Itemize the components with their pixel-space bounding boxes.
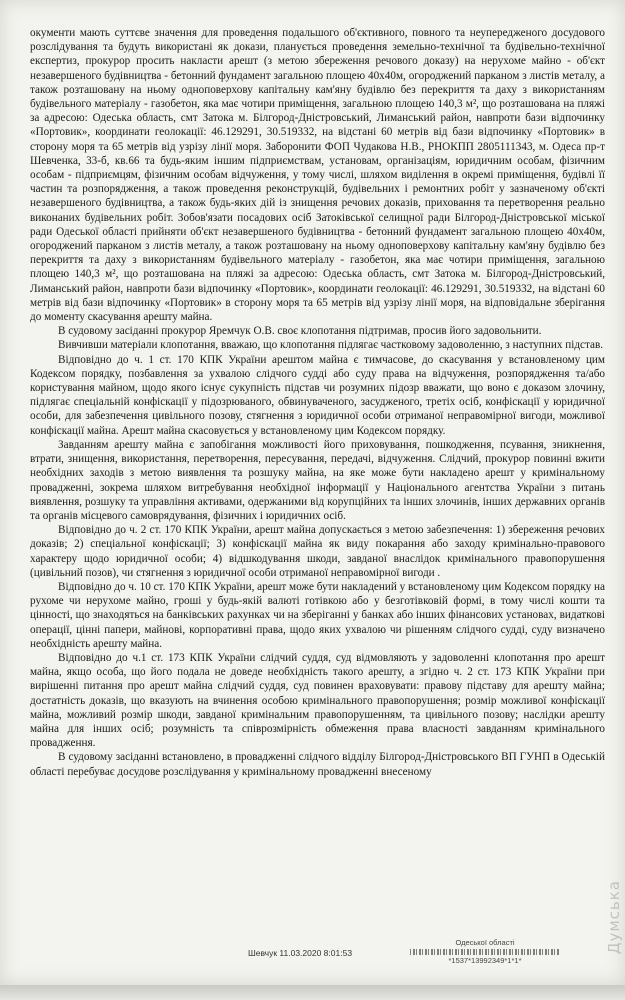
paragraph-request: окументи мають суттєве значення для проведення подальшого об'єктивного, повного та неупередженого досудового розслідування та будуть використані як докази, планується проведення земельно-технічної та будівельно-технічної експертиз, прокурор просить накласти арешт (з метою збереження речового доказу) на нерухоме майно - об'єкт незавершеного будівництва - бетонний фундамент загальною площею 40х40м, огороджений парканом з листів металу, а також розташовану на ньому одноповерхову капітальну кам'яну будівлю без перекриття та даху з використанням будівельного матеріалу - газобетон, яка має чотири приміщення, загальною площею 140,3 м², що розташована на пляжі за адресою: Одеська область, смт Затока м. Білгород-Дністровський, Лиманський район, навпроти бази відпочинку «Портовик», координати геолокації: 46.129291, 30.519332, на відстані 60 метрів від бази відпочинку «Портовик» в сторону моря та 65 метрів від узрізу лінії моря. Заборонити ФОП Чудакова Н.В., РНОКПП 2805111343, м. Одеса пр-т Шевченка, 33-б, кв.66 та будь-яким іншим підприємствам, установам, організаціям, юридичним особам, фізичним особам - підприємцям, фізичним особам відчуження, у тому числі, шляхом виділення в окремі приміщення, будівлі її частин та розпорядження, а також проведення реконструкцій, будівельних і ремонтних робіт у зазначеному об'єкті незавершеного будівництва, а також будь-яких дій із знищення речових доказів, приховання та перетворення реально виконаних будівельних робіт. Зобов'язати посадових осіб Затоківської селищної ради Білгород-Дністровської міської ради Одеської області прийняти об'єкт незавершеного будівництва - бетонний фундамент загальною площею 40х40м, огороджений парканом з листів металу, а також розташовану на ньому одноповерхову капітальну кам'яну будівлю без перекриття та даху з використанням будівельного матеріалу - газобетон, яка має чотири приміщення, загальною площею 140,3 м², що розташована на пляжі за адресою: Одеська область, смт Затока м. Білгород-Дністровський, Лиманський район, навпроти бази відпочинку «Портовик», координати геолокації: 46.129291, 30.519332, на відстані 60 метрів від бази відпочинку «Портовик» в сторону моря та 65 метрів від узрізу лінії моря, на відповідальне зберігання до моменту скасування арешту майна.: [30, 27, 605, 324]
document-body: [30, 26, 605, 779]
paragraph-art170-part10: Відповідно до ч. 10 ст. 170 КПК України, арешт може бути накладений у встановленому цим Кодексом порядку на рухоме чи нерухоме майно, гроші у будь-якій валюті готівкою або у безготівковій формі, в тому числі кошти та цінності, що знаходяться на банківських рахунках чи на зберіганні у банках або інших фінансових установах, видаткові операції, цінні папери, майнові, корпоративні права, щодо яких ухвалою чи рішенням слідчого судді, суду визначено необхідність арешту майна.: [30, 580, 605, 650]
paragraph-prosecutor: В судовому засіданні прокурор Яремчук О.В. своє клопотання підтримав, просив його задовольнити.: [58, 325, 542, 338]
paragraph-arrest-task: Завданням арешту майна є запобігання можливості його приховування, пошкодження, псування, зникнення, втрати, знищення, використання, перетворення, пересування, передачі, відчуження. Слідчий, прокурор повинні вжити необхідних заходів з метою виявлення та розшуку майна, на яке може бути накладено арешт у кримінальному провадженні, зокрема шляхом витребування необхідної інформації у Національного агентства України з питань виявлення, розшуку та управління активами, одержаними від корупційних та інших злочинів, інших державних органів та органів місцевого самоврядування, фізичних і юридичних осіб.: [30, 438, 605, 522]
stamp-region: Одеської області: [455, 938, 515, 947]
page-bottom-edge: [0, 985, 625, 1000]
site-watermark: Думська: [605, 880, 623, 955]
court-stamp: [400, 938, 570, 966]
signature-footer: Шевчук 11.03.2020 8:01:53: [248, 948, 353, 958]
paragraph-established: В судовому засіданні встановлено, в провадженні слідчого відділу Білгород-Дністровського ВП ГУНП в Одеській області перебуває досудове розслідування у кримінальному провадженні внесеному: [30, 751, 605, 778]
barcode-graphic: [410, 949, 560, 955]
paragraph-art170-part1: Відповідно до ч. 1 ст. 170 КПК України арештом майна є тимчасове, до скасування у встановленому цим Кодексом порядку, позбавлення за ухвалою слідчого судді або суду права на відчуження, розпорядження та/або користування майном, щодо якого існує сукупність підстав чи розумних підозр вважати, що воно є доказом злочину, підлягає спеціальній конфіскації у підозрюваного, обвинуваченого, засудженого, третіх осіб, конфіскації у юридичної особи, для забезпечення цивільного позову, стягнення з юридичної особи отриманої неправомірної вигоди, можливої конфіскації майна. Арешт майна скасовується у встановленому цим Кодексом порядку.: [30, 353, 605, 437]
stamp-barcode-number: *1537*13992349*1*1*: [448, 956, 522, 965]
paragraph-conclusion: Вивчивши матеріали клопотання, вважаю, що клопотання підлягає частковому задоволенню, з наступних підстав.: [58, 339, 604, 352]
paragraph-art170-part2: Відповідно до ч. 2 ст. 170 КПК України, арешт майна допускається з метою забезпечення: 1) збереження речових доказів; 2) спеціальної конфіскації; 3) конфіскації майна як виду покарання або заходу кримінально-правового характеру щодо юридичної особи; 4) відшкодування шкоди, завданої внаслідок кримінального правопорушення (цивільний позов), чи стягнення з юридичної особи отриманої неправомірної вигоди .: [30, 524, 605, 579]
paragraph-art173: Відповідно до ч.1 ст. 173 КПК України слідчий суддя, суд відмовляють у задоволенні клопотання про арешт майна, якщо особа, що його подала не доведе необхідність такого арешту, а згідно ч. 2 ст. 173 КПК України при вирішенні питання про арешт майна слідчий суддя, суд повинен враховувати: правову підставу для арешту майна; достатність доказів, що вказують на вчинення особою кримінального правопорушення; розмір можливої конфіскації майна, можливий розмір шкоди, завданої кримінальним правопорушенням, та цивільного позову; наслідки арешту майна для інших осіб; розумність та співрозмірність обмеження права власності завданням кримінального провадження.: [30, 651, 605, 750]
